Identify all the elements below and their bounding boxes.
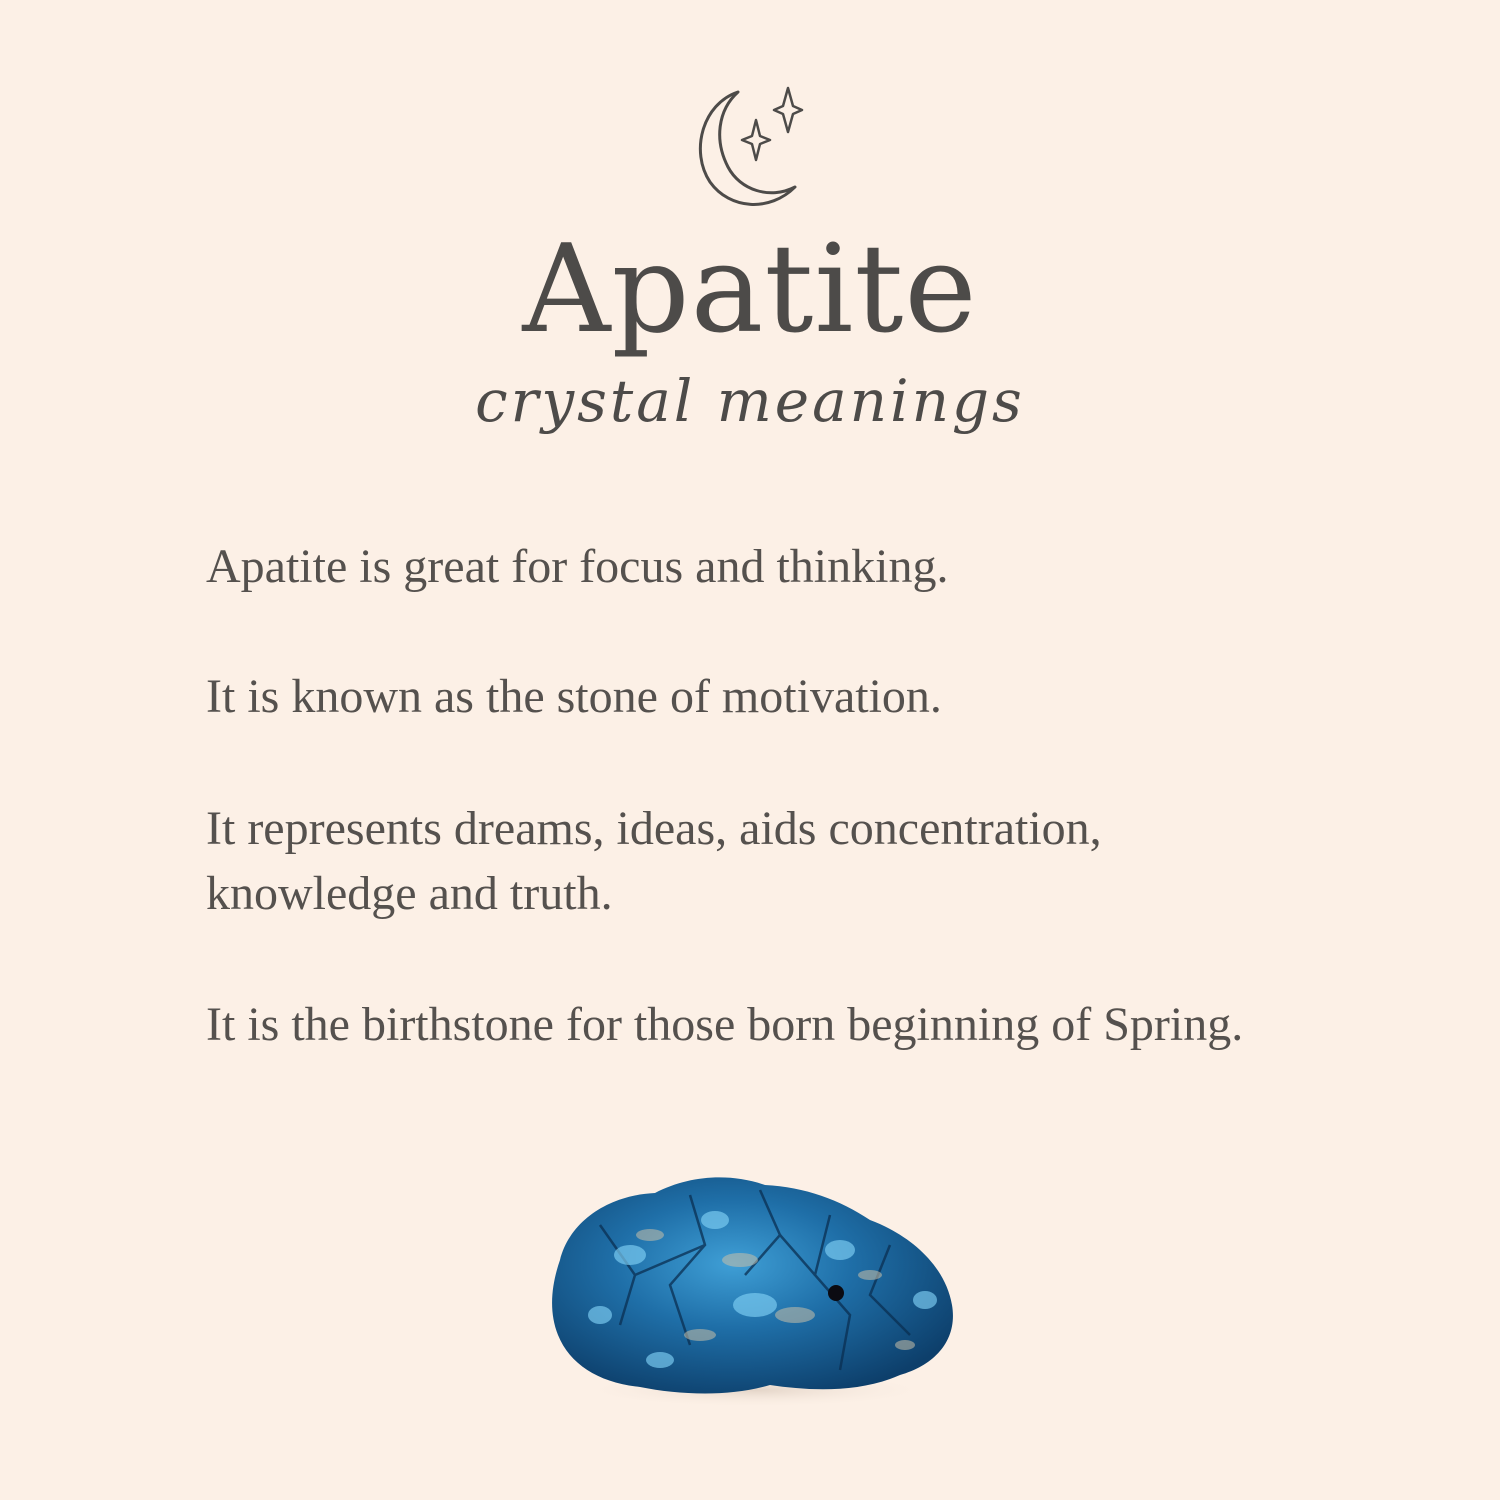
crescent-moon-stars-icon	[690, 82, 820, 222]
paragraph-motivation: It is known as the stone of motivation.	[206, 670, 942, 723]
page-subtitle: crystal meanings	[475, 367, 1025, 435]
paragraph-meaning: It represents dreams, ideas, aids concentration, knowledge and truth.	[206, 802, 1102, 920]
apatite-stone-image	[540, 1165, 960, 1410]
paragraph-birthstone: It is the birthstone for those born beginning of Spring.	[206, 998, 1244, 1051]
paragraph-focus: Apatite is great for focus and thinking.	[206, 540, 949, 593]
page-title: Apatite	[522, 218, 978, 360]
